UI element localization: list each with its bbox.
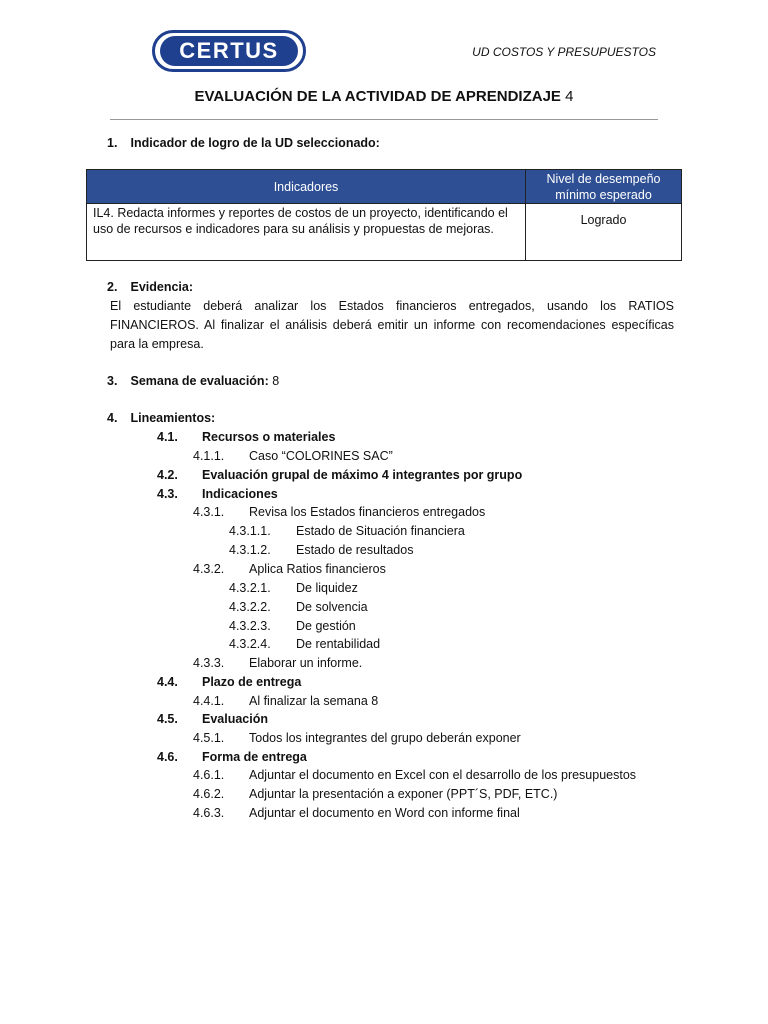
item-number: 4.6.3. <box>193 806 225 820</box>
item-text: Adjuntar la presentación a exponer (PPT´S, PDF, ETC.) <box>249 787 558 801</box>
list-item <box>157 487 278 501</box>
section-4-heading <box>107 411 215 425</box>
title-number: 4 <box>565 88 574 105</box>
list-item <box>157 750 307 764</box>
title-divider <box>110 119 658 120</box>
section-2-heading <box>107 280 193 294</box>
list-item <box>193 731 521 745</box>
item-text: Al finalizar la semana 8 <box>249 694 379 708</box>
item-number: 4.5.1. <box>193 731 225 745</box>
list-item <box>193 768 636 782</box>
section-value: 8 <box>272 374 280 388</box>
section-heading: Semana de evaluación: <box>130 374 269 388</box>
header-nivel: Nivel de desempeño mínimo esperado <box>526 170 682 204</box>
indicator-cell: IL4. Redacta informes y reportes de costos de un proyecto, identificando el uso de recursos e indicadores para su análisis y propuestas de mejoras. <box>87 204 526 261</box>
item-text: Evaluación <box>202 712 268 726</box>
section-number: 4. <box>107 411 118 425</box>
list-item <box>229 524 465 538</box>
section-3-heading <box>107 374 279 388</box>
item-number: 4.3.3. <box>193 656 225 670</box>
list-item <box>157 675 301 689</box>
list-item <box>229 619 356 633</box>
table-header-row <box>87 170 682 204</box>
list-item <box>193 806 520 820</box>
table-row <box>87 204 682 261</box>
page-title <box>0 88 768 105</box>
item-text: Adjuntar el documento en Excel con el desarrollo de los presupuestos <box>249 768 637 782</box>
item-text: Caso “COLORINES SAC” <box>249 449 393 463</box>
item-number: 4.3.2.2. <box>229 600 271 614</box>
list-item <box>229 637 380 651</box>
item-text: Estado de Situación financiera <box>296 524 465 538</box>
level-cell: Logrado <box>526 204 682 261</box>
item-text: Recursos o materiales <box>202 430 336 444</box>
item-text: Indicaciones <box>202 487 278 501</box>
list-item <box>193 694 378 708</box>
list-item <box>157 468 522 482</box>
list-item <box>193 449 393 463</box>
section-heading: Indicador de logro de la UD seleccionado: <box>130 136 380 150</box>
item-number: 4.3. <box>157 487 178 501</box>
section-number: 1. <box>107 136 118 150</box>
section-number: 2. <box>107 280 118 294</box>
item-text: De solvencia <box>296 600 368 614</box>
item-text: Forma de entrega <box>202 750 307 764</box>
item-number: 4.4.1. <box>193 694 225 708</box>
item-number: 4.5. <box>157 712 178 726</box>
list-item <box>229 543 413 557</box>
item-number: 4.1.1. <box>193 449 225 463</box>
header-indicadores: Indicadores <box>87 170 526 204</box>
evidence-paragraph: El estudiante deberá analizar los Estados financieros entregados, usando los RATIOS FINANCIEROS. Al finalizar el análisis deberá emitir un informe con recomendaciones específicas para la empresa. <box>110 299 674 351</box>
item-number: 4.4. <box>157 675 178 689</box>
item-text: Revisa los Estados financieros entregados <box>249 505 486 519</box>
list-item <box>229 600 368 614</box>
item-number: 4.3.1.1. <box>229 524 271 538</box>
item-number: 4.6.1. <box>193 768 225 782</box>
item-number: 4.3.1. <box>193 505 225 519</box>
list-item <box>193 656 362 670</box>
item-text: Todos los integrantes del grupo deberán exponer <box>249 731 521 745</box>
list-item <box>193 562 386 576</box>
list-item <box>193 787 557 801</box>
item-text: Estado de resultados <box>296 543 414 557</box>
item-number: 4.3.2.4. <box>229 637 271 651</box>
item-text: Aplica Ratios financieros <box>249 562 386 576</box>
section-heading: Evidencia: <box>130 280 194 294</box>
section-number: 3. <box>107 374 118 388</box>
item-number: 4.1. <box>157 430 178 444</box>
item-text: Elaborar un informe. <box>249 656 363 670</box>
certus-logo <box>152 30 306 72</box>
indicator-table <box>86 169 682 261</box>
item-number: 4.3.2.1. <box>229 581 271 595</box>
section-1-heading <box>107 136 380 150</box>
course-name: UD COSTOS Y PRESUPUESTOS <box>472 45 656 59</box>
item-number: 4.3.2.3. <box>229 619 271 633</box>
logo-text: CERTUS <box>160 36 298 66</box>
item-number: 4.6.2. <box>193 787 225 801</box>
list-item <box>193 505 485 519</box>
section-heading: Lineamientos: <box>130 411 216 425</box>
title-text: EVALUACIÓN DE LA ACTIVIDAD DE APRENDIZAJE <box>194 88 561 105</box>
item-text: Plazo de entrega <box>202 675 302 689</box>
list-item <box>157 712 268 726</box>
item-number: 4.3.2. <box>193 562 225 576</box>
item-number: 4.3.1.2. <box>229 543 271 557</box>
item-text: De liquidez <box>296 581 358 595</box>
item-text: Evaluación grupal de máximo 4 integrantes por grupo <box>202 468 523 482</box>
item-text: De gestión <box>296 619 356 633</box>
item-number: 4.6. <box>157 750 178 764</box>
item-number: 4.2. <box>157 468 178 482</box>
list-item <box>229 581 358 595</box>
item-text: Adjuntar el documento en Word con informe final <box>249 806 520 820</box>
item-text: De rentabilidad <box>296 637 381 651</box>
list-item <box>157 430 335 444</box>
